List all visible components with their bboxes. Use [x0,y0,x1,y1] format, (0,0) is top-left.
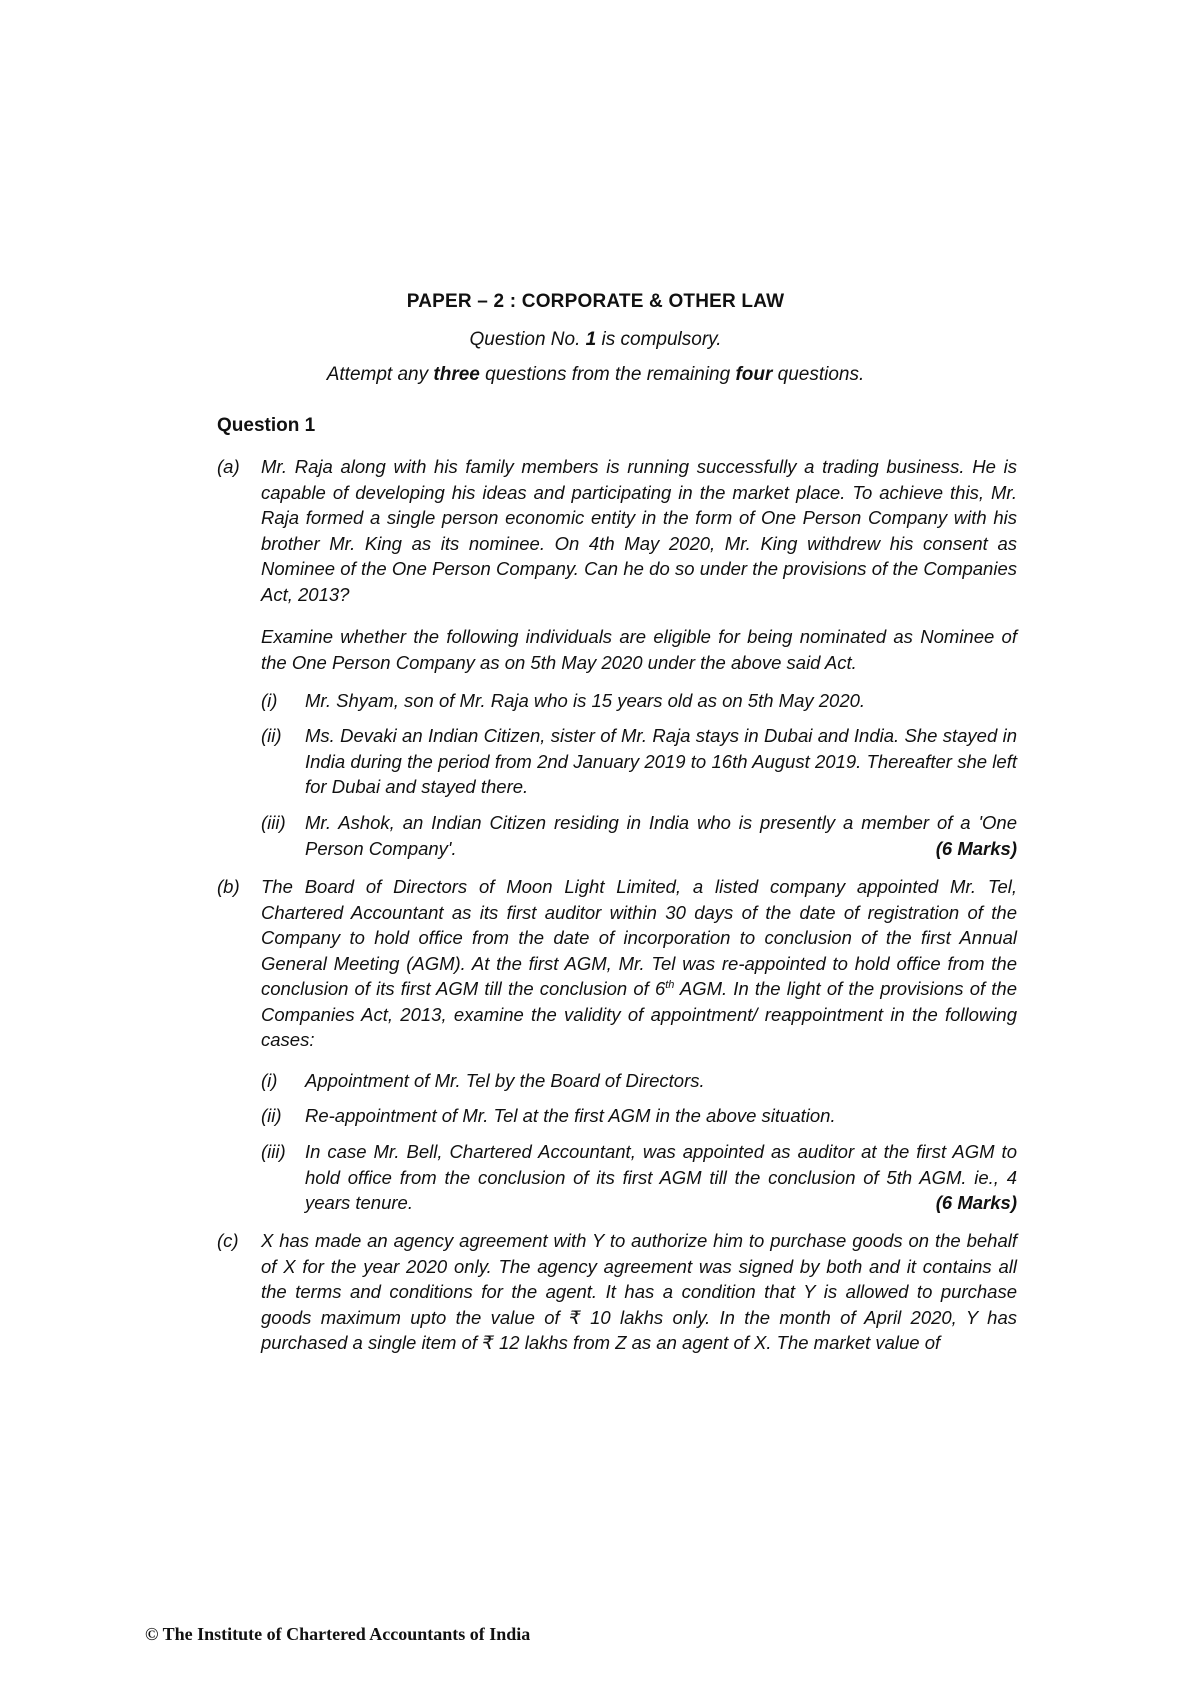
sub-text: Re-appointment of Mr. Tel at the first AGM in the above situation. [305,1105,836,1126]
part-label: (b) [217,876,240,897]
part-a-text: Mr. Raja along with his family members is running successfully a trading business. He is capable of developing his ideas and participating in the market place. To achieve this, Mr. Raja formed a single person economic entity in the form of One Person Company with his brother Mr. King as its nominee. On 4th May 2020, Mr. King withdrew his consent as Nominee of the One Person Company. Can he do so under the provisions of the Companies Act, 2013? [261,456,1017,605]
part-b-sub-i [261,1068,1017,1094]
question-part-c [217,1228,1017,1356]
part-b-text: The Board of Directors of Moon Light Limited, a listed company appointed Mr. Tel, Chartered Accountant as its first auditor within 30 days of the date of registration of the Company to hold office from the date of incorporation to conclusion of the first Annual General Meeting (AGM). At the first AGM, Mr. Tel was re-appointed to hold office from the conclusion of its first AGM till the conclusion of 6th AGM. In the light of the provisions of the Companies Act, 2013, examine the validity of appointment/ reappointment in the following cases: [261,876,1017,1050]
question-part-a [217,454,1017,607]
marks-label: (6 Marks) [935,1192,1017,1213]
paper-title: PAPER – 2 : CORPORATE & OTHER LAW [406,291,785,312]
sub-text: Ms. Devaki an Indian Citizen, sister of Mr. Raja stays in Dubai and India. She stayed in India during the period from 2nd January 2019 to 16th August 2019. Thereafter she left for Dubai and stayed there. [305,725,1017,797]
sub-text: Mr. Ashok, an Indian Citizen residing in India who is presently a member of a 'One Person Company'. [305,812,1017,859]
sub-label: (iii) [261,1141,286,1162]
question-part-b [217,874,1017,1053]
part-a-sub-ii [261,723,1017,800]
sub-text: In case Mr. Bell, Chartered Accountant, was appointed as auditor at the first AGM to hold office from the conclusion of its first AGM till the conclusion of 5th AGM. ie., 4 years tenure. [305,1141,1017,1213]
question-heading: Question 1 [217,415,316,436]
part-a-text-2: Examine whether the following individuals are eligible for being nominated as Nominee of the One Person Company as on 5th May 2020 under the above said Act. [261,626,1017,673]
copyright-footer: © The Institute of Chartered Accountants of India [145,1624,531,1644]
sub-label: (i) [261,1070,278,1091]
sub-label: (iii) [261,812,286,833]
part-label: (c) [217,1230,239,1251]
marks-label: (6 Marks) [935,837,1017,859]
sub-label: (i) [261,690,278,711]
sub-label: (ii) [261,725,282,746]
instruction-attempt: Attempt any three questions from the remaining four questions. [326,364,865,385]
instruction-compulsory: Question No. 1 is compulsory. [469,329,722,350]
sub-text: Appointment of Mr. Tel by the Board of Directors. [305,1070,705,1091]
part-a-sub-iii [261,810,1017,861]
part-label: (a) [217,456,240,477]
part-b-sub-iii [261,1139,1017,1216]
sub-label: (ii) [261,1105,282,1126]
sub-text: Mr. Shyam, son of Mr. Raja who is 15 years old as on 5th May 2020. [305,690,866,711]
part-a-sub-i [261,688,1017,714]
part-b-sub-ii [261,1103,1017,1129]
part-c-text: X has made an agency agreement with Y to authorize him to purchase goods on the behalf of X for the year 2020 only. The agency agreement was signed by both and it contains all the terms and conditions for the agent. It has a condition that Y is allowed to purchase goods maximum upto the value of ₹ 10 lakhs only. In the month of April 2020, Y has purchased a single item of ₹ 12 lakhs from Z as an agent of X. The market value of [261,1230,1017,1353]
